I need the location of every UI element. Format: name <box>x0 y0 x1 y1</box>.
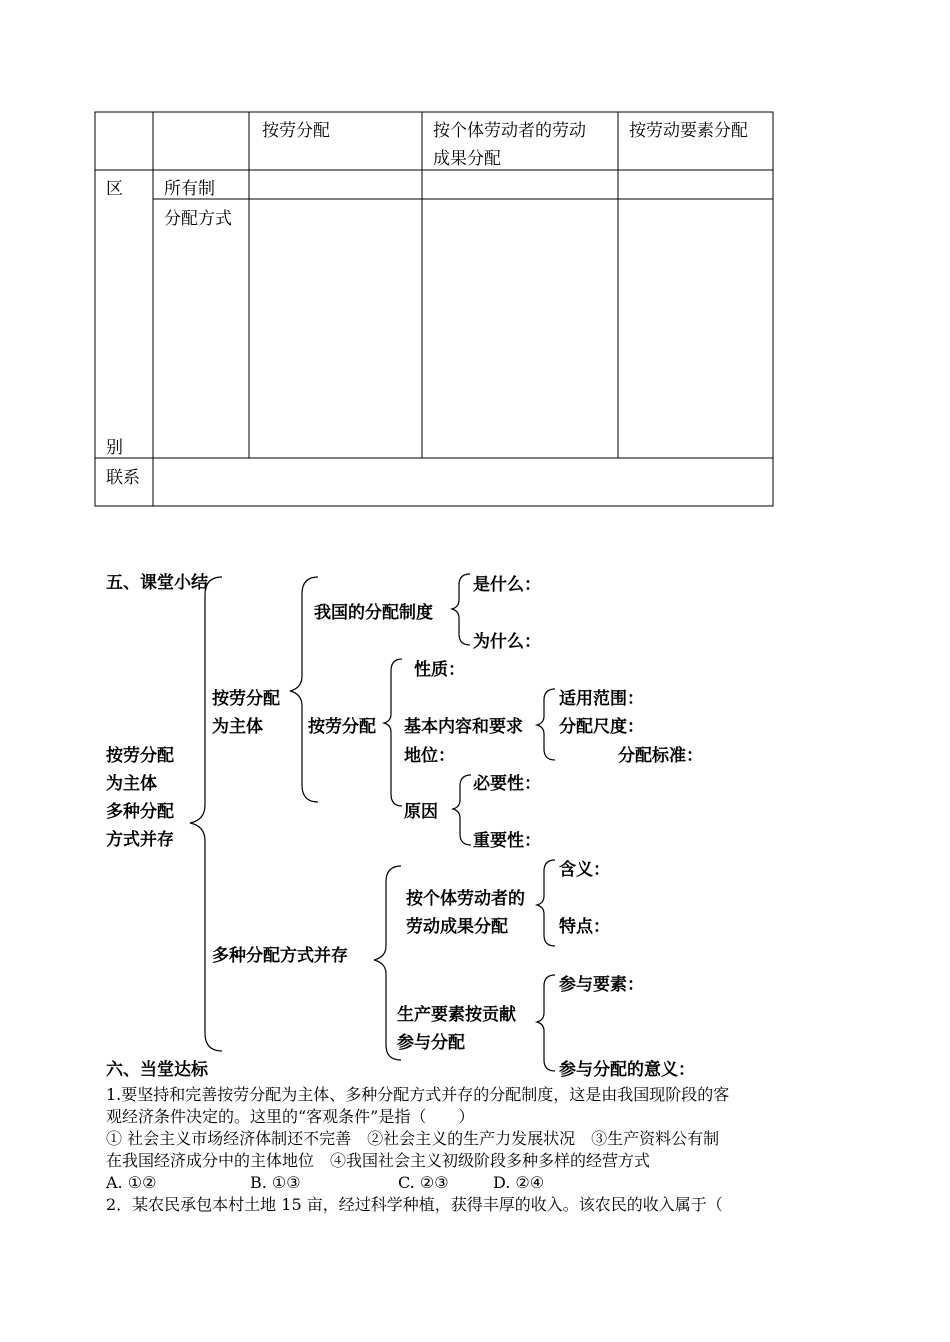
node-factors-line-1: 生产要素按贡献 <box>397 1005 516 1025</box>
table-header-factors: 按劳动要素分配 <box>629 121 748 141</box>
brace-basic <box>537 689 555 760</box>
root-line-4: 方式并存 <box>106 830 174 850</box>
option-a: A. ①② <box>106 1173 157 1192</box>
root-brace <box>190 577 222 1051</box>
node-scope: 适用范围： <box>559 689 644 709</box>
brace-system <box>452 574 470 645</box>
node-basic: 基本内容和要求 <box>404 717 523 737</box>
section-heading-summary: 五、课堂小结 <box>106 573 208 593</box>
option-b: B. ①③ <box>250 1173 301 1192</box>
node-importance: 重要性： <box>473 831 541 851</box>
brace-reason <box>453 775 471 845</box>
table-header-individual-cont: 成果分配 <box>433 149 501 169</box>
node-scale: 分配尺度： <box>559 717 644 737</box>
table-header-individual: 按个体劳动者的劳动 <box>433 121 586 141</box>
node-by-labor: 按劳分配 <box>308 717 376 737</box>
node-position: 地位： <box>404 746 455 766</box>
node-elements: 参与要素： <box>559 975 644 995</box>
table-row-group-bottom: 别 <box>106 438 123 458</box>
root-line-2: 为主体 <box>106 774 157 794</box>
node-feature: 特点： <box>559 917 610 937</box>
node-what: 是什么： <box>473 575 541 595</box>
table-row-relation: 联系 <box>106 468 140 488</box>
brace-individual <box>537 860 555 946</box>
branch1-line-2: 为主体 <box>212 717 263 737</box>
question-2-line-1: 2．某农民承包本村土地 15 亩，经过科学种植，获得丰厚的收入。该农民的收入属于（ <box>106 1195 723 1214</box>
table-row-ownership: 所有制 <box>164 179 215 199</box>
brace-bylabor <box>384 659 402 806</box>
table-row-distribution: 分配方式 <box>164 209 232 229</box>
option-d: D. ②④ <box>493 1173 545 1192</box>
node-standard: 分配标准： <box>618 746 703 766</box>
branch1-line-1: 按劳分配 <box>212 689 280 709</box>
node-individual-line-1: 按个体劳动者的 <box>406 889 525 909</box>
section-heading-exercise: 六、当堂达标 <box>106 1060 208 1080</box>
question-1-line-4: 在我国经济成分中的主体地位 ④我国社会主义初级阶段多种多样的经营方式 <box>106 1151 651 1170</box>
table-row-group-top: 区 <box>106 179 123 199</box>
node-necessity: 必要性： <box>473 774 541 794</box>
node-individual-line-2: 劳动成果分配 <box>406 917 508 937</box>
root-line-1: 按劳分配 <box>106 746 174 766</box>
question-1-line-3: ① 社会主义市场经济体制还不完善 ②社会主义的生产力发展状况 ③生产资料公有制 <box>106 1129 720 1148</box>
node-nature: 性质： <box>414 660 465 680</box>
question-1-line-2: 观经济条件决定的。这里的“客观条件”是指（ ） <box>106 1107 475 1126</box>
root-line-3: 多种分配 <box>106 802 174 822</box>
node-reason: 原因 <box>404 802 438 822</box>
question-1-line-1: 1.要坚持和完善按劳分配为主体、多种分配方式并存的分配制度，这是由我国现阶段的客 <box>106 1085 730 1104</box>
node-significance: 参与分配的意义： <box>559 1060 695 1080</box>
node-meaning: 含义： <box>559 860 610 880</box>
table-header-by-labor: 按劳分配 <box>262 121 330 141</box>
branch2: 多种分配方式并存 <box>212 946 348 966</box>
option-c: C. ②③ <box>398 1173 449 1192</box>
node-factors-line-2: 参与分配 <box>397 1033 465 1053</box>
brace-factors <box>537 975 555 1071</box>
node-system: 我国的分配制度 <box>314 603 433 623</box>
node-why: 为什么： <box>473 632 541 652</box>
